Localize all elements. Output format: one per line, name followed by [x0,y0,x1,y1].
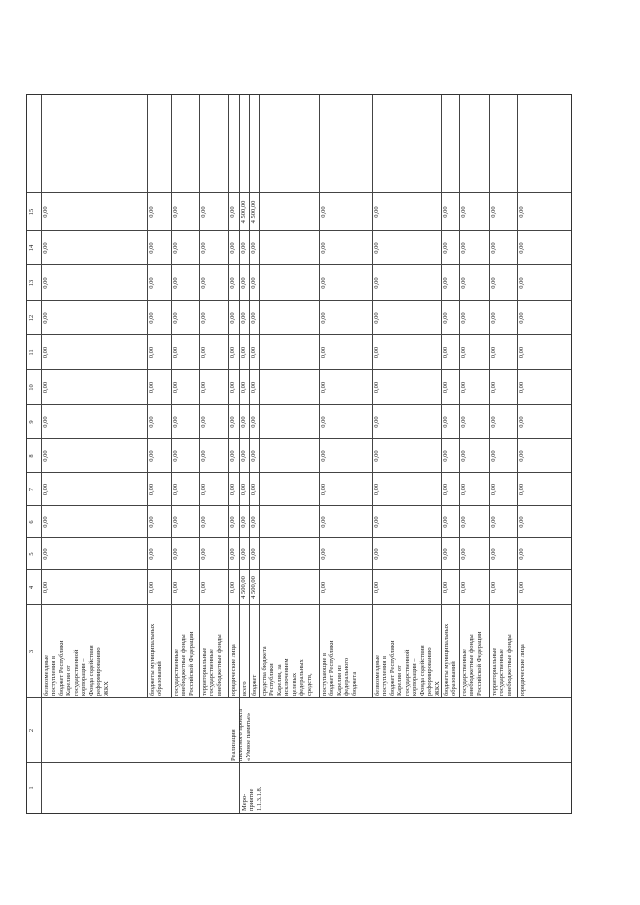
column-header: 1 [28,786,35,790]
row-divider [319,95,320,698]
value-cell: 0,00 [442,516,449,528]
value-cell: 0,00 [200,206,207,218]
value-cell: 0,00 [240,483,247,496]
column-header: 15 [28,208,35,216]
value-cell: 0,00 [250,346,257,359]
value-cell: 0,00 [148,206,155,218]
value-cell: 0,00 [460,516,467,528]
value-cell: 0,00 [42,277,49,289]
column-header: 7 [28,487,35,492]
value-cell: 0,00 [240,548,247,560]
value-cell: 0,00 [172,483,179,496]
value-cell: 0,00 [250,483,257,496]
value-cell: 0,00 [240,242,247,254]
value-cell: 0,00 [442,381,449,394]
event-code: Меро- приятие 1.1.3.1.8. [241,786,263,811]
value-cell: 0,00 [229,242,236,254]
row-divider [489,95,490,698]
value-cell: 0,00 [200,381,207,394]
value-cell: 0,00 [240,277,247,289]
value-cell: 0,00 [42,346,49,359]
row-divider [249,95,250,698]
value-cell: 0,00 [518,483,525,496]
value-cell: 0,00 [42,581,49,594]
value-cell: 0,00 [490,516,497,528]
value-cell: 0,00 [442,450,449,462]
value-cell: 0,00 [320,206,327,218]
value-cell: 0,00 [172,516,179,528]
value-cell: 0,00 [148,346,155,359]
source-label: юридические лица [230,644,237,696]
value-cell: 4 500,00 [250,576,257,599]
value-cell: 0,00 [373,242,380,254]
value-cell: 0,00 [42,242,49,254]
column-header: 5 [28,552,35,556]
source-label: бюджеты муниципальных образований [443,623,458,696]
value-cell: 0,00 [490,346,497,359]
value-cell: 0,00 [373,516,380,528]
value-cell: 0,00 [442,242,449,254]
value-cell: 0,00 [442,483,449,496]
value-cell: 0,00 [172,312,179,324]
value-cell: 0,00 [460,312,467,324]
value-cell: 0,00 [490,312,497,324]
value-cell: 0,00 [518,416,525,428]
value-cell: 0,00 [148,516,155,528]
row-divider [147,95,148,698]
value-cell: 0,00 [42,450,49,462]
value-cell: 0,00 [42,416,49,428]
source-label: юридические лица [519,644,526,696]
value-cell: 0,00 [172,416,179,428]
value-cell: 0,00 [490,206,497,218]
value-cell: 0,00 [172,450,179,462]
value-cell: 0,00 [240,450,247,462]
column-divider [27,762,571,763]
source-label: средства бюджета Республики Карелия, за исключением целевых федеральных средств, [261,646,313,696]
value-cell: 0,00 [200,346,207,359]
row-divider [199,95,200,698]
value-cell: 0,00 [42,381,49,394]
value-cell: 0,00 [490,450,497,462]
value-cell: 0,00 [373,483,380,496]
value-cell: 0,00 [460,242,467,254]
value-cell: 0,00 [229,206,236,218]
value-cell: 0,00 [460,416,467,428]
column-header: 6 [28,520,35,524]
value-cell: 0,00 [148,416,155,428]
value-cell: 0,00 [320,346,327,359]
value-cell: 0,00 [518,548,525,560]
value-cell: 0,00 [240,516,247,528]
value-cell: 0,00 [460,346,467,359]
value-cell: 0,00 [200,548,207,560]
value-cell: 0,00 [490,483,497,496]
value-cell: 0,00 [442,277,449,289]
value-cell: 0,00 [373,416,380,428]
source-label: всего [241,681,248,696]
value-cell: 0,00 [148,277,155,289]
value-cell: 0,00 [200,450,207,462]
value-cell: 0,00 [460,450,467,462]
value-cell: 4 500,00 [240,200,247,224]
budget-table [26,94,572,814]
value-cell: 4 500,00 [240,576,247,599]
value-cell: 0,00 [229,548,236,560]
value-cell: 0,00 [172,346,179,359]
column-header: 14 [28,244,35,252]
value-cell: 0,00 [148,483,155,496]
value-cell: 0,00 [229,450,236,462]
row-divider [171,95,172,698]
value-cell: 0,00 [148,548,155,560]
value-cell: 0,00 [229,312,236,324]
column-header: 9 [28,420,35,424]
value-cell: 0,00 [373,277,380,289]
value-cell: 0,00 [200,516,207,528]
project-name: Реализация пилотного проекта «Умное памятье» [230,708,252,761]
value-cell: 0,00 [172,581,179,594]
value-cell: 0,00 [320,277,327,289]
value-cell: 0,00 [518,346,525,359]
value-cell: 0,00 [518,277,525,289]
value-cell: 0,00 [172,277,179,289]
value-cell: 0,00 [229,416,236,428]
row-divider [372,95,373,698]
column-header: 11 [28,349,35,356]
value-cell: 0,00 [229,346,236,359]
value-cell: 0,00 [42,206,49,218]
value-cell: 0,00 [442,346,449,359]
value-cell: 0,00 [320,416,327,428]
value-cell: 0,00 [200,416,207,428]
value-cell: 0,00 [229,516,236,528]
value-cell: 0,00 [320,450,327,462]
value-cell: 0,00 [200,277,207,289]
row-divider [228,95,229,698]
source-label: бюджет [251,674,258,696]
value-cell: 0,00 [373,581,380,594]
column-header: 13 [28,279,35,287]
value-cell: 0,00 [42,312,49,324]
value-cell: 0,00 [148,581,155,594]
value-cell: 0,00 [442,416,449,428]
value-cell: 0,00 [229,381,236,394]
value-cell: 0,00 [200,483,207,496]
value-cell: 0,00 [460,483,467,496]
column-header: 4 [28,585,35,590]
column-header: 2 [28,728,35,733]
value-cell: 0,00 [460,548,467,560]
value-cell: 0,00 [490,277,497,289]
value-cell: 0,00 [200,312,207,324]
value-cell: 0,00 [240,416,247,428]
column-header: 10 [28,384,35,391]
value-cell: 0,00 [460,206,467,218]
value-cell: 0,00 [229,581,236,594]
column-header: 12 [28,314,35,322]
column-header: 3 [28,649,35,654]
source-label: государственные внебюджетные фонды Российской Федерации [173,631,195,696]
value-cell: 0,00 [320,548,327,560]
value-cell: 0,00 [490,381,497,394]
value-cell: 0,00 [320,242,327,254]
value-cell: 0,00 [172,548,179,560]
value-cell: 0,00 [148,450,155,462]
value-cell: 0,00 [148,381,155,394]
value-cell: 0,00 [490,416,497,428]
value-cell: 0,00 [250,450,257,462]
value-cell: 0,00 [229,483,236,496]
value-cell: 0,00 [172,242,179,254]
value-cell: 0,00 [250,242,257,254]
value-cell: 0,00 [250,516,257,528]
value-cell: 0,00 [518,312,525,324]
value-cell: 0,00 [373,548,380,560]
value-cell: 0,00 [518,450,525,462]
value-cell: 0,00 [320,483,327,496]
value-cell: 0,00 [200,242,207,254]
value-cell: 0,00 [490,242,497,254]
source-label: территориальные государственные внебюджетные фонды [201,634,223,696]
value-cell: 0,00 [518,206,525,218]
value-cell: 0,00 [442,206,449,218]
source-label: территориальные государственные внебюджетные фонды [491,634,513,696]
row-divider [517,95,518,698]
row-divider [259,95,260,698]
value-cell: 0,00 [240,346,247,359]
value-cell: 0,00 [250,312,257,324]
source-label: бюджеты муниципальных образований [149,623,164,696]
value-cell: 0,00 [250,548,257,560]
value-cell: 0,00 [373,381,380,394]
source-label: безвозмездные поступления в бюджет Республики Карелия от государственной корпорации – Фонда содействия реформированию ЖКХ [374,640,441,696]
value-cell: 0,00 [42,483,49,496]
value-cell: 0,00 [148,242,155,254]
value-cell: 0,00 [518,581,525,594]
value-cell: 0,00 [373,312,380,324]
value-cell: 0,00 [518,381,525,394]
value-cell: 0,00 [42,516,49,528]
value-cell: 4 500,00 [250,200,257,224]
value-cell: 0,00 [373,450,380,462]
value-cell: 0,00 [460,581,467,594]
value-cell: 0,00 [250,416,257,428]
value-cell: 0,00 [373,206,380,218]
value-cell: 0,00 [250,277,257,289]
value-cell: 0,00 [373,346,380,359]
value-cell: 0,00 [240,381,247,394]
value-cell: 0,00 [442,548,449,560]
value-cell: 0,00 [518,516,525,528]
value-cell: 0,00 [320,312,327,324]
value-cell: 0,00 [250,381,257,394]
row-divider [459,95,460,698]
value-cell: 0,00 [320,581,327,594]
source-label: государственные внебюджетные фонды Российской Федерации [461,631,483,696]
value-cell: 0,00 [490,581,497,594]
value-cell: 0,00 [148,312,155,324]
value-cell: 0,00 [442,312,449,324]
value-cell: 0,00 [42,548,49,560]
value-cell: 0,00 [442,581,449,594]
value-cell: 0,00 [320,381,327,394]
value-cell: 0,00 [172,381,179,394]
source-label: поступающие в бюджет Республики Карелия из федерального бюджета [321,640,358,696]
value-cell: 0,00 [320,516,327,528]
value-cell: 0,00 [172,206,179,218]
value-cell: 0,00 [229,277,236,289]
source-label: безвозмездные поступления в бюджет Республики Карелия от государственной корпорации – Фонда содействия реформированию ЖКХ [43,640,110,696]
value-cell: 0,00 [460,381,467,394]
value-cell: 0,00 [460,277,467,289]
value-cell: 0,00 [200,581,207,594]
column-header: 8 [28,454,35,458]
value-cell: 0,00 [518,242,525,254]
value-cell: 0,00 [240,312,247,324]
value-cell: 0,00 [490,548,497,560]
